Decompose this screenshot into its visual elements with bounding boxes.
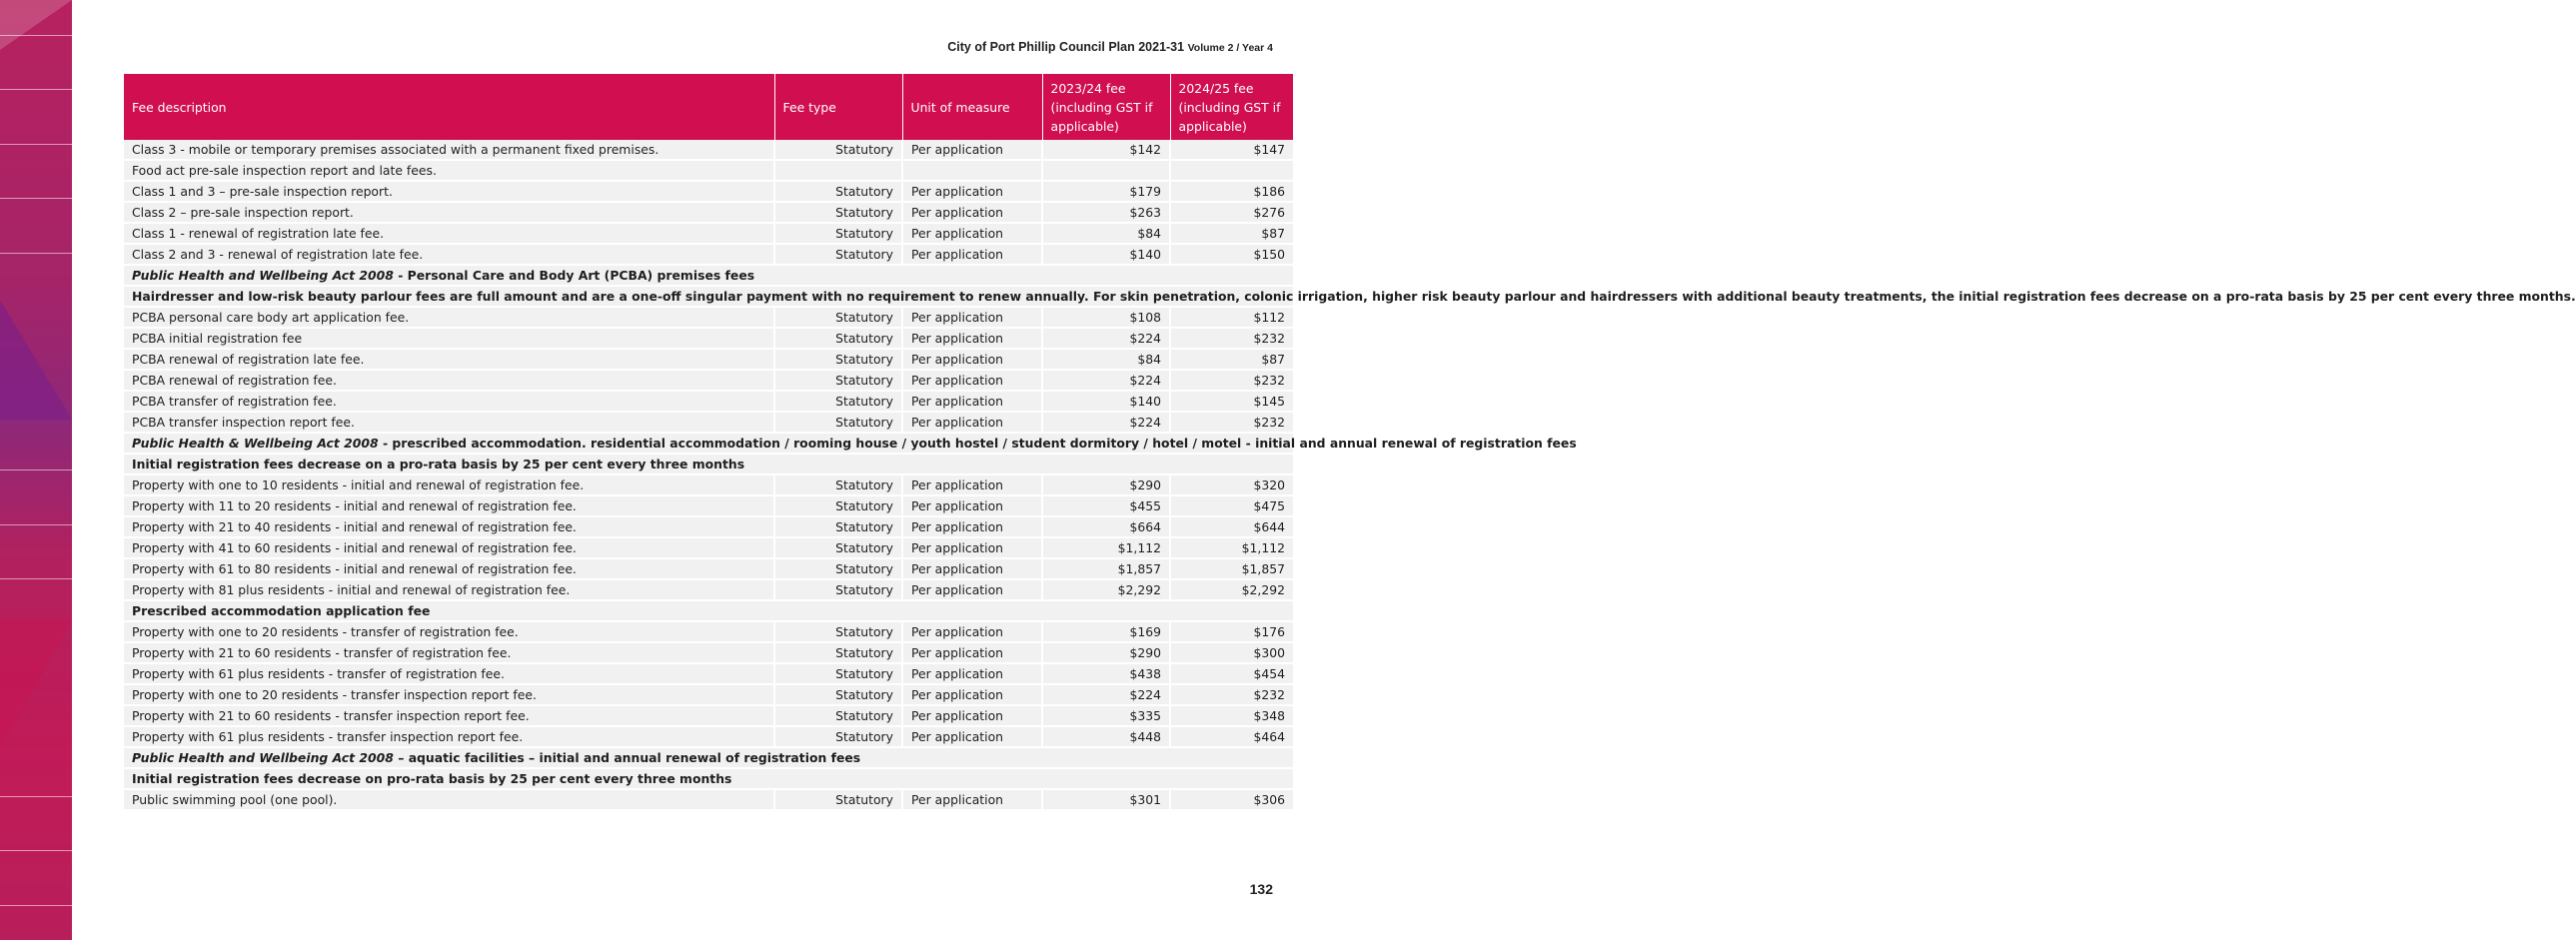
- empty-cell: [774, 160, 902, 181]
- fee-2024-25-cell: $232: [1170, 370, 1293, 391]
- table-row: [124, 412, 1293, 433]
- unit-of-measure-cell: Per application: [902, 328, 1042, 349]
- fee-type-cell: Statutory: [774, 684, 902, 705]
- unit-of-measure-cell: Per application: [902, 349, 1042, 370]
- fee-description-cell: Property with 21 to 40 residents - initial and renewal of registration fee.: [124, 516, 774, 537]
- table-row: [124, 495, 1293, 516]
- section-heading-row: [124, 747, 1293, 768]
- fee-2023-24-cell: $140: [1042, 244, 1170, 265]
- section-heading-cell: [124, 747, 1293, 768]
- unit-of-measure-cell: Per application: [902, 684, 1042, 705]
- fee-description-cell: Property with one to 20 residents - transfer inspection report fee.: [124, 684, 774, 705]
- fee-description-cell: Class 2 and 3 - renewal of registration late fee.: [124, 244, 774, 265]
- section-heading-cell: [124, 265, 1293, 286]
- page-number: 132: [1249, 881, 1273, 897]
- fee-description-cell: PCBA initial registration fee: [124, 328, 774, 349]
- fee-description-cell: Property with 81 plus residents - initial and renewal of registration fee.: [124, 579, 774, 600]
- fee-2024-25-cell: $320: [1170, 474, 1293, 495]
- fee-2023-24-cell: $438: [1042, 663, 1170, 684]
- table-row: [124, 202, 1293, 223]
- fee-2024-25-cell: $232: [1170, 412, 1293, 433]
- fee-type-cell: Statutory: [774, 370, 902, 391]
- unit-of-measure-cell: Per application: [902, 495, 1042, 516]
- table-row: [124, 684, 1293, 705]
- band-rule: [0, 35, 72, 36]
- fee-type-cell: Statutory: [774, 391, 902, 412]
- section-heading-text: - Personal Care and Body Art (PCBA) premises fees: [393, 268, 755, 283]
- section-heading-row: [124, 286, 1293, 307]
- section-heading-text: - prescribed accommodation. residential accommodation / rooming house / youth hostel / student dormitory / hotel / motel - initial and annual renewal of registration fees: [378, 436, 1577, 451]
- section-heading-text: – aquatic facilities – initial and annual renewal of registration fees: [393, 750, 861, 765]
- section-heading-text: Prescribed accommodation application fee: [132, 603, 431, 618]
- column-header-fee-2023-24: 2023/24 fee (including GST if applicable): [1042, 74, 1170, 140]
- fee-type-cell: Statutory: [774, 495, 902, 516]
- band-facet: [0, 619, 72, 749]
- section-heading-cell: [124, 454, 1293, 474]
- table-row: [124, 516, 1293, 537]
- table-row: [124, 558, 1293, 579]
- section-heading-row: [124, 600, 1293, 621]
- fee-2024-25-cell: $644: [1170, 516, 1293, 537]
- fee-type-cell: Statutory: [774, 789, 902, 810]
- fee-2024-25-cell: $348: [1170, 705, 1293, 726]
- section-heading-text: Hairdresser and low-risk beauty parlour fees are full amount and are a one-off singular payment with no requirement to renew annually. For skin penetration, colonic irrigation, higher risk beauty parlour and hairdressers with additional beauty treatments, the initial registration fees decrease on a pro-rata basis by 25 per cent every three months.: [132, 289, 2576, 304]
- band-rule: [0, 850, 72, 851]
- fee-2024-25-cell: $475: [1170, 495, 1293, 516]
- fee-description-cell: Class 2 – pre-sale inspection report.: [124, 202, 774, 223]
- fee-2023-24-cell: $169: [1042, 621, 1170, 642]
- fee-2024-25-cell: $87: [1170, 223, 1293, 244]
- table-row: [124, 579, 1293, 600]
- fee-2024-25-cell: $276: [1170, 202, 1293, 223]
- fee-2024-25-cell: $1,112: [1170, 537, 1293, 558]
- fee-2023-24-cell: $290: [1042, 642, 1170, 663]
- fee-2024-25-cell: $232: [1170, 328, 1293, 349]
- fee-2023-24-cell: $263: [1042, 202, 1170, 223]
- fee-2024-25-cell: $232: [1170, 684, 1293, 705]
- fee-type-cell: Statutory: [774, 705, 902, 726]
- fees-table: [124, 74, 2576, 811]
- table-row: [124, 621, 1293, 642]
- unit-of-measure-cell: Per application: [902, 621, 1042, 642]
- act-name: Public Health and Wellbeing Act 2008: [132, 750, 394, 765]
- fee-type-cell: Statutory: [774, 307, 902, 328]
- fee-2024-25-cell: $300: [1170, 642, 1293, 663]
- unit-of-measure-cell: Per application: [902, 558, 1042, 579]
- empty-cell: [902, 160, 1042, 181]
- fee-2024-25-cell: $1,857: [1170, 558, 1293, 579]
- table-row: [124, 789, 1293, 810]
- band-facet: [0, 300, 72, 420]
- fee-2023-24-cell: $224: [1042, 328, 1170, 349]
- act-name: Public Health & Wellbeing Act 2008: [132, 436, 379, 451]
- unit-of-measure-cell: Per application: [902, 307, 1042, 328]
- document-subtitle: Volume 2 / Year 4: [1187, 42, 1273, 54]
- fee-description-cell: Property with 11 to 20 residents - initial and renewal of registration fee.: [124, 495, 774, 516]
- table-row: [124, 223, 1293, 244]
- fee-type-cell: Statutory: [774, 140, 902, 160]
- unit-of-measure-cell: Per application: [902, 140, 1042, 160]
- band-rule: [0, 89, 72, 90]
- fee-description-cell: Public swimming pool (one pool).: [124, 789, 774, 810]
- fee-description-cell: Property with 61 plus residents - transfer inspection report fee.: [124, 726, 774, 747]
- fee-description-cell: Class 1 - renewal of registration late fee.: [124, 223, 774, 244]
- table-row: [124, 140, 1293, 160]
- unit-of-measure-cell: Per application: [902, 726, 1042, 747]
- fee-2024-25-cell: $306: [1170, 789, 1293, 810]
- fee-2023-24-cell: $224: [1042, 412, 1170, 433]
- table-row: [124, 705, 1293, 726]
- section-heading-text: Initial registration fees decrease on a pro-rata basis by 25 per cent every three months: [132, 457, 745, 471]
- fee-description-cell: Class 3 - mobile or temporary premises associated with a permanent fixed premises.: [124, 140, 774, 160]
- band-rule: [0, 144, 72, 145]
- column-header-description: Fee description: [124, 74, 774, 140]
- band-rule: [0, 796, 72, 797]
- fee-2024-25-cell: $454: [1170, 663, 1293, 684]
- act-name: Public Health and Wellbeing Act 2008: [132, 268, 394, 283]
- fee-type-cell: Statutory: [774, 328, 902, 349]
- unit-of-measure-cell: Per application: [902, 579, 1042, 600]
- fee-description-cell: Property with one to 20 residents - transfer of registration fee.: [124, 621, 774, 642]
- unit-of-measure-cell: Per application: [902, 789, 1042, 810]
- fee-2024-25-cell: $186: [1170, 181, 1293, 202]
- fee-description-cell: PCBA renewal of registration late fee.: [124, 349, 774, 370]
- band-rule: [0, 253, 72, 254]
- unit-of-measure-cell: Per application: [902, 391, 1042, 412]
- unit-of-measure-cell: Per application: [902, 705, 1042, 726]
- fee-2023-24-cell: $140: [1042, 391, 1170, 412]
- table-row: [124, 181, 1293, 202]
- section-heading-text: Initial registration fees decrease on pro-rata basis by 25 per cent every three months: [132, 771, 732, 786]
- band-rule: [0, 198, 72, 199]
- unit-of-measure-cell: Per application: [902, 370, 1042, 391]
- table-row: [124, 474, 1293, 495]
- fee-type-cell: Statutory: [774, 663, 902, 684]
- band-facet: [0, 0, 72, 50]
- column-header-fee-type: Fee type: [774, 74, 902, 140]
- unit-of-measure-cell: Per application: [902, 537, 1042, 558]
- fee-type-cell: Statutory: [774, 516, 902, 537]
- unit-of-measure-cell: Per application: [902, 642, 1042, 663]
- fee-2024-25-cell: $87: [1170, 349, 1293, 370]
- table-row: [124, 537, 1293, 558]
- fee-description-cell: PCBA personal care body art application fee.: [124, 307, 774, 328]
- column-header-fee-2024-25: 2024/25 fee (including GST if applicable): [1170, 74, 1293, 140]
- subheading-cell: Food act pre-sale inspection report and late fees.: [124, 160, 774, 181]
- table-row: [124, 726, 1293, 747]
- table-row: [124, 244, 1293, 265]
- fee-2023-24-cell: $664: [1042, 516, 1170, 537]
- fee-2024-25-cell: $147: [1170, 140, 1293, 160]
- fee-2023-24-cell: $84: [1042, 349, 1170, 370]
- fee-type-cell: Statutory: [774, 642, 902, 663]
- fee-2023-24-cell: $179: [1042, 181, 1170, 202]
- table-row: [124, 328, 1293, 349]
- table-row: [124, 307, 1293, 328]
- fee-type-cell: Statutory: [774, 244, 902, 265]
- empty-cell: [1170, 160, 1293, 181]
- table-row: [124, 349, 1293, 370]
- band-rule: [0, 905, 72, 906]
- fee-description-cell: Property with 61 plus residents - transfer of registration fee.: [124, 663, 774, 684]
- empty-cell: [1042, 160, 1170, 181]
- unit-of-measure-cell: Per application: [902, 181, 1042, 202]
- table-header-row: [124, 74, 1293, 140]
- section-heading-row: [124, 768, 1293, 789]
- fee-2024-25-cell: $150: [1170, 244, 1293, 265]
- fee-description-cell: PCBA transfer of registration fee.: [124, 391, 774, 412]
- fee-description-cell: Class 1 and 3 – pre-sale inspection report.: [124, 181, 774, 202]
- table-row: [124, 642, 1293, 663]
- fee-2023-24-cell: $1,857: [1042, 558, 1170, 579]
- fee-2023-24-cell: $448: [1042, 726, 1170, 747]
- fee-type-cell: Statutory: [774, 181, 902, 202]
- fee-2023-24-cell: $224: [1042, 370, 1170, 391]
- fee-description-cell: Property with 61 to 80 residents - initial and renewal of registration fee.: [124, 558, 774, 579]
- fee-2024-25-cell: $2,292: [1170, 579, 1293, 600]
- fee-description-cell: Property with 21 to 60 residents - transfer of registration fee.: [124, 642, 774, 663]
- document-header: [947, 40, 1273, 54]
- fee-type-cell: Statutory: [774, 349, 902, 370]
- band-rule: [0, 524, 72, 525]
- fee-2024-25-cell: $145: [1170, 391, 1293, 412]
- unit-of-measure-cell: Per application: [902, 412, 1042, 433]
- section-heading-row: [124, 265, 1293, 286]
- document-title: City of Port Phillip Council Plan 2021-31: [947, 40, 1185, 54]
- fee-type-cell: Statutory: [774, 558, 902, 579]
- unit-of-measure-cell: Per application: [902, 223, 1042, 244]
- fee-type-cell: Statutory: [774, 474, 902, 495]
- fee-2023-24-cell: $335: [1042, 705, 1170, 726]
- fee-description-cell: PCBA transfer inspection report fee.: [124, 412, 774, 433]
- fee-type-cell: Statutory: [774, 579, 902, 600]
- fee-2023-24-cell: $301: [1042, 789, 1170, 810]
- unit-of-measure-cell: Per application: [902, 474, 1042, 495]
- fee-2024-25-cell: $112: [1170, 307, 1293, 328]
- fee-type-cell: Statutory: [774, 412, 902, 433]
- fee-2023-24-cell: $142: [1042, 140, 1170, 160]
- section-heading-cell: [124, 600, 1293, 621]
- table-body: [124, 140, 2576, 810]
- fee-description-cell: Property with 21 to 60 residents - transfer inspection report fee.: [124, 705, 774, 726]
- decorative-side-band: [0, 0, 72, 940]
- section-heading-cell: [124, 768, 1293, 789]
- section-heading-row: [124, 454, 1293, 474]
- fee-2024-25-cell: $176: [1170, 621, 1293, 642]
- unit-of-measure-cell: Per application: [902, 244, 1042, 265]
- fee-type-cell: Statutory: [774, 202, 902, 223]
- subheading-row: [124, 160, 1293, 181]
- fee-type-cell: Statutory: [774, 621, 902, 642]
- fee-type-cell: Statutory: [774, 726, 902, 747]
- fee-2024-25-cell: $464: [1170, 726, 1293, 747]
- fee-type-cell: Statutory: [774, 223, 902, 244]
- unit-of-measure-cell: Per application: [902, 663, 1042, 684]
- table-row: [124, 391, 1293, 412]
- fee-2023-24-cell: $84: [1042, 223, 1170, 244]
- table-row: [124, 663, 1293, 684]
- section-heading-row: [124, 433, 1293, 454]
- fee-description-cell: Property with 41 to 60 residents - initial and renewal of registration fee.: [124, 537, 774, 558]
- unit-of-measure-cell: Per application: [902, 202, 1042, 223]
- fee-description-cell: PCBA renewal of registration fee.: [124, 370, 774, 391]
- table-row: [124, 370, 1293, 391]
- fee-2023-24-cell: $224: [1042, 684, 1170, 705]
- fee-2023-24-cell: $455: [1042, 495, 1170, 516]
- column-header-unit: Unit of measure: [902, 74, 1042, 140]
- unit-of-measure-cell: Per application: [902, 516, 1042, 537]
- fee-2023-24-cell: $108: [1042, 307, 1170, 328]
- fee-2023-24-cell: $1,112: [1042, 537, 1170, 558]
- fee-2023-24-cell: $2,292: [1042, 579, 1170, 600]
- section-heading-cell: [124, 286, 2576, 307]
- fee-type-cell: Statutory: [774, 537, 902, 558]
- band-rule: [0, 578, 72, 579]
- fee-2023-24-cell: $290: [1042, 474, 1170, 495]
- fee-description-cell: Property with one to 10 residents - initial and renewal of registration fee.: [124, 474, 774, 495]
- section-heading-cell: [124, 433, 1577, 454]
